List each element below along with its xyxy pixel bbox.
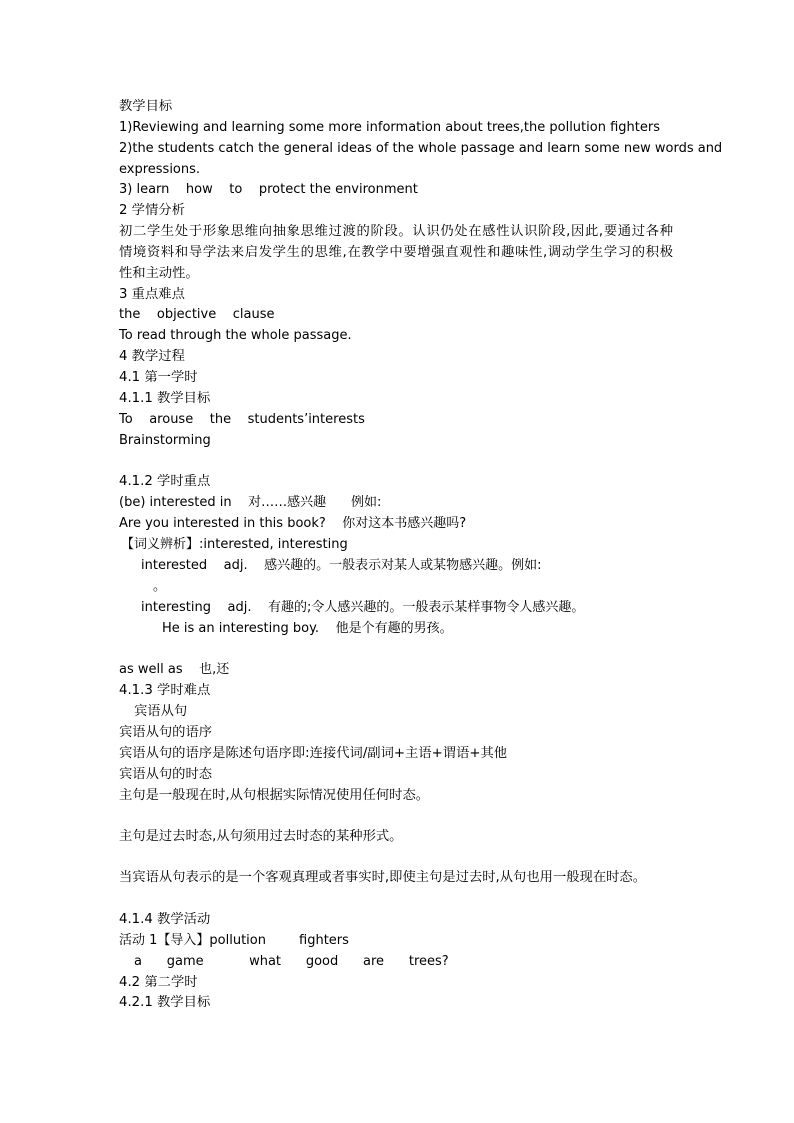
tense-rule-3: 当宾语从句表示的是一个客观真理或者事实时,即使主句是过去时,从句也用一般现在时态。 [119,870,647,885]
object-clause-order-heading: 宾语从句的语序 [119,725,213,740]
example-blank: 。 [153,579,167,594]
lesson-1-goal-1: To arouse the students’interests [119,412,365,427]
goal-line-2: 2)the students catch the general ideas of the whole passage and learn some new words and [119,141,723,156]
word-interesting: interesting adj. 有趣的;令人感兴趣的。一般表示某样事物令人感兴趣。 [141,600,585,615]
heading-learner-analysis: 2 学情分析 [119,203,185,218]
object-clause: 宾语从句 [134,704,188,719]
activity-1: 活动 1【导入】pollution fighters [119,933,349,948]
activity-1-game: a game what good are trees? [134,954,449,969]
interesting-example: He is an interesting boy. 他是个有趣的男孩。 [162,621,453,636]
focus-phrase: (be) interested in 对……感兴趣 例如: [119,495,382,510]
focus-example: Are you interested in this book? 你对这本书感兴趣吗? [119,516,467,531]
heading-lesson-2-goals: 4.2.1 教学目标 [119,995,211,1010]
word-distinction-heading: 【词义辨析】:interested, interesting [121,537,348,552]
analysis-line-1: 初二学生处于形象思维向抽象思维过渡的阶段。认识仍处在感性认识阶段,因此,要通过各种 [119,224,673,239]
object-clause-tense-heading: 宾语从句的时态 [119,767,213,782]
heading-lesson-1-difficulty: 4.1.3 学时难点 [119,683,211,698]
key-point-2: To read through the whole passage. [119,328,352,343]
heading-key-points: 3 重点难点 [119,287,185,302]
heading-lesson-1-activities: 4.1.4 教学活动 [119,912,211,927]
heading-lesson-1-focus: 4.1.2 学时重点 [119,474,211,489]
object-clause-order: 宾语从句的语序是陈述句语序即:连接代词/副词+主语+谓语+其他 [119,746,508,761]
goal-line-1: 1)Reviewing and learning some more information about trees,the pollution fighters [119,120,660,135]
heading-teaching-goals: 教学目标 [119,99,173,114]
key-point-1: the objective clause [119,307,275,322]
goal-line-2-cont: expressions. [119,162,201,177]
analysis-line-2: 情境资料和导学法来启发学生的思维,在教学中要增强直观性和趣味性,调动学生学习的积极 [119,245,673,260]
goal-line-3: 3) learn how to protect the environment [119,182,418,197]
heading-lesson-1-goals: 4.1.1 教学目标 [119,391,211,406]
as-well-as: as well as 也,还 [119,662,230,677]
heading-lesson-1: 4.1 第一学时 [119,370,198,385]
tense-rule-2: 主句是过去时态,从句须用过去时态的某种形式。 [119,829,403,844]
tense-rule-1: 主句是一般现在时,从句根据实际情况使用任何时态。 [119,788,430,803]
analysis-line-3: 性和主动性。 [119,266,199,281]
heading-lesson-2: 4.2 第二学时 [119,975,198,990]
heading-teaching-process: 4 教学过程 [119,349,185,364]
lesson-1-goal-2: Brainstorming [119,433,211,448]
word-interested: interested adj. 感兴趣的。一般表示对某人或某物感兴趣。例如: [141,558,542,573]
